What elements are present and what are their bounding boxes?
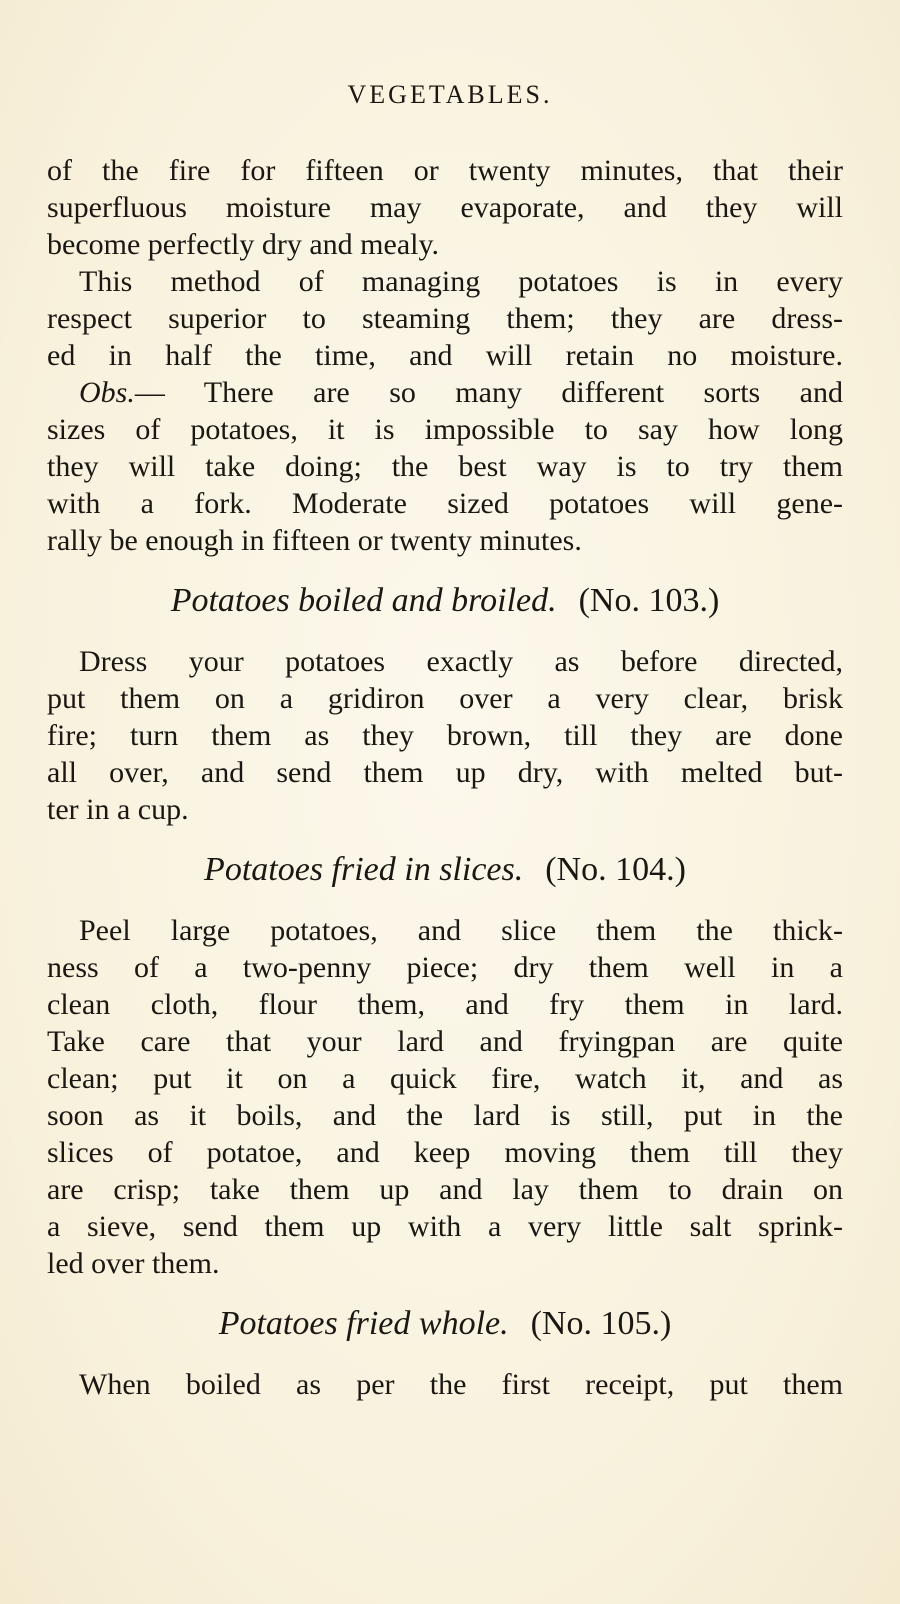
- body-line: superfluous moisture may evaporate, and they will: [47, 191, 843, 224]
- recipe-number: (No. 105.): [530, 1305, 672, 1342]
- body-line: soon as it boils, and the lard is still, put in the: [47, 1099, 843, 1132]
- body-line: Dress your potatoes exactly as before directed,: [79, 645, 843, 678]
- body-line: all over, and send them up dry, with melted but-: [47, 756, 843, 789]
- body-line: Peel large potatoes, and slice them the thick-: [79, 914, 843, 947]
- running-head: VEGETABLES.: [347, 80, 553, 109]
- body-line: of the fire for fifteen or twenty minutes, that their: [47, 154, 843, 187]
- body-line: sizes of potatoes, it is impossible to say how long: [47, 413, 843, 446]
- body-line: put them on a gridiron over a very clear, brisk: [47, 682, 843, 715]
- body-line: clean cloth, flour them, and fry them in lard.: [47, 988, 843, 1021]
- body-line: This method of managing potatoes is in every: [79, 265, 843, 298]
- body-line: ed in half the time, and will retain no moisture.: [47, 339, 843, 372]
- body-line: a sieve, send them up with a very little salt sprink-: [47, 1210, 843, 1243]
- body-line: led over them.: [47, 1247, 220, 1280]
- body-line: become perfectly dry and mealy.: [47, 228, 440, 261]
- obs-first-line-text: — There are so many different sorts and: [134, 376, 843, 409]
- body-line: Take care that your lard and fryingpan are quite: [47, 1025, 843, 1058]
- recipe-number: (No. 103.): [578, 582, 720, 619]
- body-line: slices of potatoe, and keep moving them till they: [47, 1136, 843, 1169]
- recipe-number: (No. 104.): [545, 851, 686, 888]
- recipe-heading-105: [47, 1282, 843, 1366]
- page-body: [47, 152, 843, 1403]
- obs-first-line: [47, 374, 843, 411]
- recipe-heading-104: [47, 828, 843, 912]
- body-line: they will take doing; the best way is to try them: [47, 450, 843, 483]
- recipe-title: Potatoes fried in slices.: [204, 851, 524, 888]
- body-line: are crisp; take them up and lay them to drain on: [47, 1173, 843, 1206]
- body-line: When boiled as per the first receipt, put them: [79, 1368, 843, 1401]
- body-line: ter in a cup.: [47, 793, 189, 826]
- recipe-title: Potatoes boiled and broiled.: [170, 582, 557, 619]
- body-line: ness of a two-penny piece; dry them well in a: [47, 951, 843, 984]
- recipe-title: Potatoes fried whole.: [218, 1305, 509, 1342]
- body-line: rally be enough in fifteen or twenty minutes.: [47, 524, 582, 557]
- body-line: respect superior to steaming them; they are dress-: [47, 302, 843, 335]
- recipe-heading-103: [47, 559, 843, 643]
- body-line: with a fork. Moderate sized potatoes will gene-: [47, 487, 843, 520]
- body-line: clean; put it on a quick fire, watch it, and as: [47, 1062, 843, 1095]
- obs-label: Obs.: [79, 376, 135, 409]
- body-line: fire; turn them as they brown, till they are done: [47, 719, 843, 752]
